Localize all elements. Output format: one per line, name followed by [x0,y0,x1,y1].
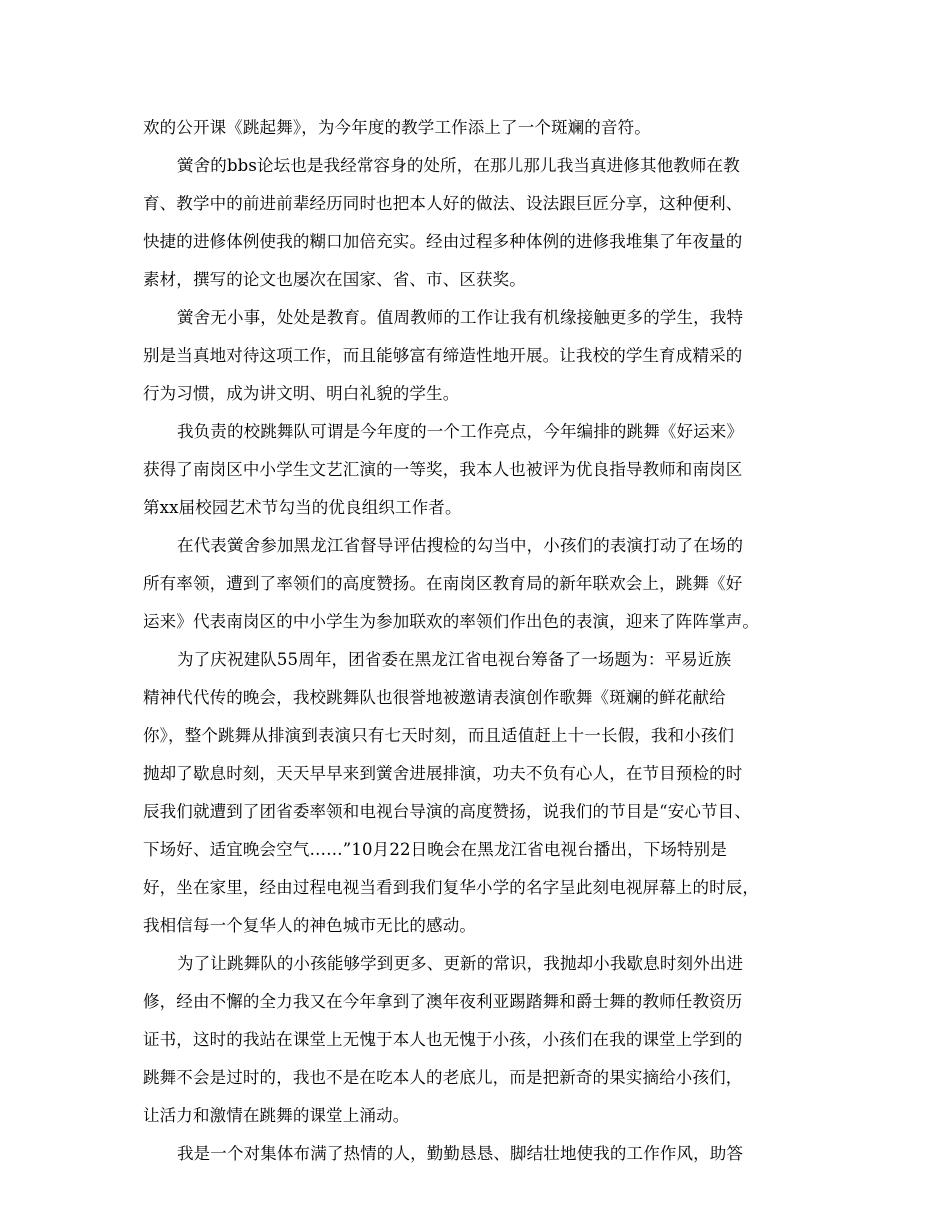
text-line-7: 别是当真地对待这项工作，而且能够富有缔造性地开展。让我校的学生育成精采的 [143,346,743,365]
text-line-8: 行为习惯，成为讲文明、明白礼貌的学生。 [143,384,460,403]
text-line-14: 运来》代表南岗区的中小学生为参加联欢的率领们作出色的表演，迎来了阵阵掌声。 [143,612,760,631]
text-line-2: 黉舍的bbs论坛也是我经常容身的处所，在那儿那儿我当真进修其他教师在教 [177,156,740,175]
text-line-12: 在代表黉舍参加黑龙江省督导评估搜检的勾当中，小孩们的表演打动了在场的 [177,536,744,555]
text-line-23: 为了让跳舞队的小孩能够学到更多、更新的常识，我抛却小我歇息时刻外出进 [177,954,744,973]
text-line-20: 下场好、适宜晚会空气……”10月22日晚会在黑龙江省电视台播出，下场特别是 [143,840,727,859]
text-line-18: 抛却了歇息时刻，天天早早来到黉舍进展排演，功夫不负有心人，在节目预检的时 [143,764,743,783]
text-line-19: 辰我们就遭到了团省委率领和电视台导演的高度赞扬，说我们的节目是“安心节目、 [143,802,751,821]
text-line-13: 所有率领，遭到了率领们的高度赞扬。在南岗区教育局的新年联欢会上，跳舞《好 [143,574,743,593]
text-line-6: 黉舍无小事，处处是教育。值周教师的工作让我有机缘接触更多的学生，我特 [177,308,744,327]
text-line-21: 好，坐在家里，经由过程电视当看到我们复华小学的名字呈此刻电视屏幕上的时辰， [143,878,760,897]
text-line-3: 育、教学中的前进前辈经历同时也把本人好的做法、设法跟巨匠分享，这种便利、 [143,194,743,213]
text-line-26: 跳舞不会是过时的，我也不是在吃本人的老底儿，而是把新奇的果实摘给小孩们， [143,1068,743,1087]
text-line-28: 我是一个对集体布满了热情的人，勤勤恳恳、脚结壮地使我的工作作风，助答 [177,1144,744,1163]
text-line-4: 快捷的进修体例使我的糊口加倍充实。经由过程多种体例的进修我堆集了年夜量的 [143,232,743,251]
text-line-24: 修，经由不懈的全力我又在今年拿到了澳年夜利亚踢踏舞和爵士舞的教师任教资历 [143,992,743,1011]
text-line-16: 精神代代传的晚会，我校跳舞队也很誉地被邀请表演创作歌舞《斑斓的鲜花献给 [143,688,726,707]
text-line-11: 第xx届校园艺术节勾当的优良组织工作者。 [143,498,462,517]
text-line-9: 我负责的校跳舞队可谓是今年度的一个工作亮点，今年编排的跳舞《好运来》 [177,422,744,441]
text-line-15: 为了庆祝建队55周年，团省委在黑龙江省电视台筹备了一场题为：平易近族 [177,650,732,669]
text-line-1: 欢的公开课《跳起舞》，为今年度的教学工作添上了一个斑斓的音符。 [143,118,651,137]
text-line-10: 获得了南岗区中小学生文艺汇演的一等奖，我本人也被评为优良指导教师和南岗区 [143,460,743,479]
text-line-25: 证书，这时的我站在课堂上无愧于本人也无愧于小孩，小孩们在我的课堂上学到的 [143,1030,743,1049]
text-line-22: 我相信每一个复华人的神色城市无比的感动。 [143,916,476,935]
text-line-17: 你》，整个跳舞从排演到表演只有七天时刻，而且适值赶上十一长假，我和小孩们 [143,726,735,745]
text-line-5: 素材，撰写的论文也屡次在国家、省、市、区获奖。 [143,270,526,289]
text-line-27: 让活力和激情在跳舞的课堂上涌动。 [143,1106,410,1125]
